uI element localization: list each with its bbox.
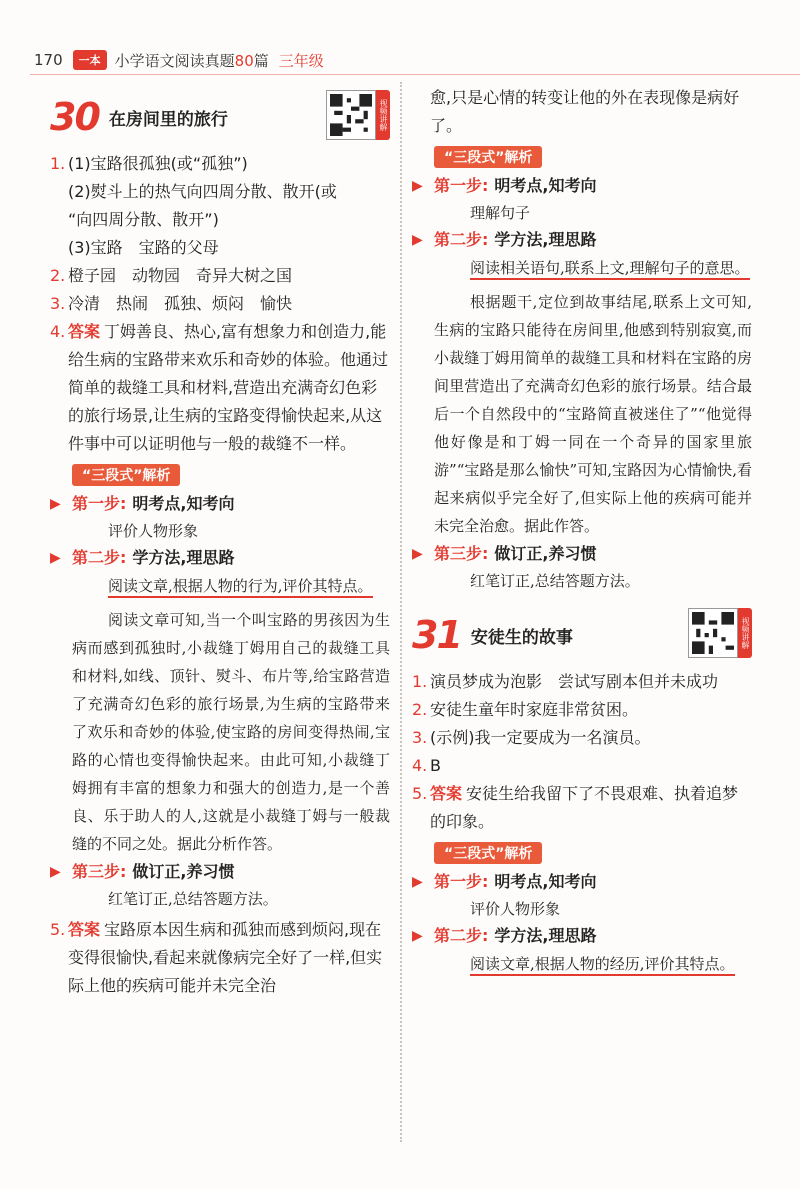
answer-5-continuation: 愈,只是心情的转变让他的外在表现像是病好了。	[430, 88, 740, 135]
step-1: ▶ 第一步: 明考点,知考向	[412, 172, 752, 200]
step-1-detail: 理解句子	[470, 204, 531, 222]
page-number: 170	[34, 51, 63, 69]
lesson-title: 在房间里的旅行	[108, 109, 228, 130]
column-divider	[400, 82, 402, 1142]
step-1: ▶ 第一步: 明考点,知考向	[412, 868, 752, 896]
step-1-detail: 评价人物形象	[470, 900, 561, 918]
step-1-detail: 评价人物形象	[108, 522, 199, 540]
qr-video-tag: 视频讲解	[738, 608, 752, 658]
qr-code[interactable]	[688, 608, 752, 672]
answer-3: 3. (示例)我一定要成为一名演员。	[412, 728, 651, 747]
step-3-detail: 红笔订正,总结答题方法。	[470, 572, 640, 590]
arrow-icon: ▶	[50, 550, 61, 566]
qr-code-icon	[326, 90, 376, 140]
analysis-badge: “三段式”解析	[434, 146, 542, 168]
step-2: ▶ 第二步: 学方法,理思路	[412, 922, 752, 950]
header-divider	[30, 74, 800, 75]
book-title: 小学语文阅读真题80篇 三年级	[114, 51, 324, 70]
qr-video-tag: 视频讲解	[376, 90, 390, 140]
analysis-badge: “三段式”解析	[434, 842, 542, 864]
arrow-icon: ▶	[412, 874, 423, 890]
arrow-icon: ▶	[50, 864, 61, 880]
step-2: ▶ 第二步: 学方法,理思路	[412, 226, 752, 254]
arrow-icon: ▶	[412, 232, 423, 248]
answer-5: 5. 答案 宝路原本因生病和孤独而感到烦闷,现在变得很愉快,看起来就像病完全好了一样,但实际上他的疾病可能并未完全治	[50, 920, 383, 995]
answer-4: 4. 答案 丁姆善良、热心,富有想象力和创造力,能给生病的宝路带来欢乐和奇妙的体验。他通过简单的裁缝工具和材料,营造出充满奇幻色彩的旅行场景,让生病的宝路变得愉快起来,从这件事中可以证明他与一般的裁缝不一样。	[50, 322, 389, 453]
lesson-31-header	[412, 602, 752, 668]
step-3: ▶ 第三步: 做订正,养习惯	[50, 858, 390, 886]
lesson-number: 30	[50, 95, 99, 139]
arrow-icon: ▶	[50, 496, 61, 512]
lesson-title: 安徒生的故事	[470, 627, 573, 648]
page-header	[34, 46, 324, 74]
step-2-detail: 阅读文章,根据人物的经历,评价其特点。	[412, 950, 752, 978]
analysis-paragraph: 根据题干,定位到故事结尾,联系上文可知,生病的宝路只能待在房间里,他感到特别寂寞,而小裁缝丁姆用简单的裁缝工具和材料在宝路的房间里营造出了充满奇幻色彩的旅行场景。结合最后一个自然段中的“宝路简直被迷住了”“他觉得他好像是和丁姆一同在一个奇异的国家里旅游”“宝路是那么愉快”可知,宝路因为心情愉快,看起来病似乎完全好了,但实际上他的疾病可能并未完全治愈。据此作答。	[434, 293, 752, 535]
analysis-paragraph: 阅读文章可知,当一个叫宝路的男孩因为生病而感到孤独时,小裁缝丁姆用自己的裁缝工具和材料,如线、顶针、熨斗、布片等,给宝路营造了充满奇幻色彩的旅行场景,为生病的宝路带来了欢乐和奇妙的体验,使宝路的房间变得热闹,宝路的心情也变得愉快起来。由此可知,小裁缝丁姆拥有丰富的想象力和强大的创造力,是一个善良、乐于助人的人,这就是小裁缝丁姆与一般裁缝的不同之处。据此分析作答。	[72, 611, 390, 853]
answer-3: 3. 冷清 热闹 孤独、烦闷 愉快	[50, 294, 293, 313]
step-2: ▶ 第二步: 学方法,理思路	[50, 544, 390, 572]
qr-code-icon	[688, 608, 738, 658]
arrow-icon: ▶	[412, 928, 423, 944]
answer-1: 1. (1)宝路很孤独(或“孤独”) (2)熨斗上的热气向四周分散、散开(或 “向四周分散、散开”) (3)宝路 宝路的父母	[50, 154, 337, 257]
step-3: ▶ 第三步: 做订正,养习惯	[412, 540, 752, 568]
qr-code[interactable]	[326, 90, 390, 154]
analysis-badge: “三段式”解析	[72, 464, 180, 486]
answer-2: 2. 安徒生童年时家庭非常贫困。	[412, 700, 639, 719]
left-column	[50, 84, 390, 1000]
arrow-icon: ▶	[412, 546, 423, 562]
right-column	[412, 84, 752, 978]
step-2-detail: 阅读文章,根据人物的行为,评价其特点。	[50, 572, 390, 600]
step-3-detail: 红笔订正,总结答题方法。	[108, 890, 278, 908]
step-2-detail: 阅读相关语句,联系上文,理解句子的意思。	[412, 254, 752, 282]
brand-logo: 一本	[73, 50, 107, 70]
answer-5: 5. 答案 安徒生给我留下了不畏艰难、执着追梦的印象。	[412, 784, 739, 831]
lesson-number: 31	[412, 613, 461, 657]
answer-2: 2. 橙子园 动物园 奇异大树之国	[50, 266, 293, 285]
step-1: ▶ 第一步: 明考点,知考向	[50, 490, 390, 518]
arrow-icon: ▶	[412, 178, 423, 194]
answer-4: 4. B	[412, 756, 441, 775]
answer-1: 1. 演员梦成为泡影 尝试写剧本但并未成功	[412, 672, 719, 691]
lesson-30-header	[50, 84, 390, 150]
